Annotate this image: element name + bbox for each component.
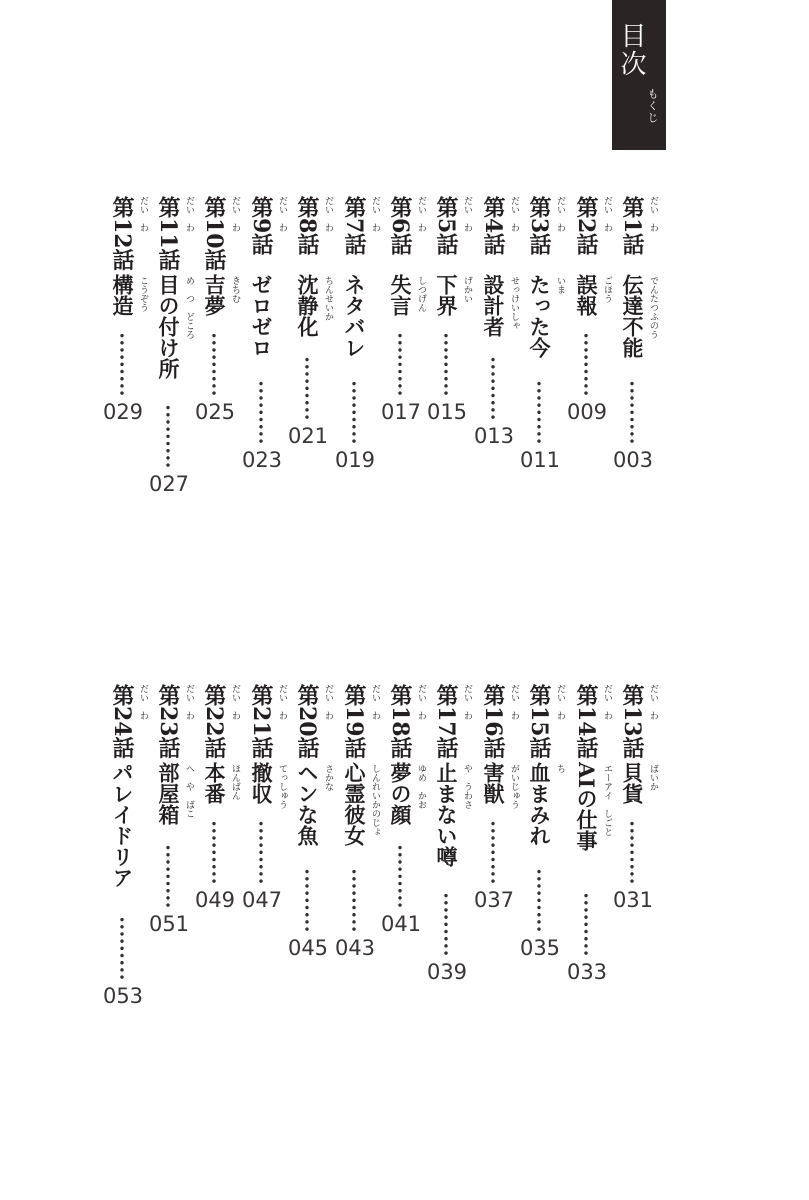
chapter-number: 第17話 xyxy=(433,684,459,759)
chapter-number-ruby: だい わ xyxy=(462,684,472,720)
chapter-number-ruby: だい わ xyxy=(323,684,333,720)
toc-entry[interactable] xyxy=(519,196,568,636)
page-number: 017 xyxy=(380,400,422,424)
page-number: 033 xyxy=(566,960,608,984)
toc-entry[interactable] xyxy=(473,196,522,636)
dot-leader xyxy=(537,380,541,444)
toc-entry[interactable] xyxy=(519,684,568,1124)
chapter-number-ruby: だい わ xyxy=(184,196,194,232)
chapter-title: 失言 xyxy=(388,274,413,316)
chapter-number-ruby: だい わ xyxy=(509,684,519,720)
toc-entry[interactable] xyxy=(334,196,383,636)
chapter-number-ruby: だい わ xyxy=(370,196,380,232)
dot-leader xyxy=(444,332,448,396)
chapter-number: 第18話 xyxy=(387,684,413,759)
chapter-number: 第6話 xyxy=(387,196,413,256)
chapter-title-ruby: しつげん xyxy=(416,276,426,312)
chapter-title: 心霊彼女 xyxy=(342,762,367,846)
chapter-number-ruby: だい わ xyxy=(416,684,426,720)
chapter-title: 沈静化 xyxy=(295,274,320,337)
dot-leader xyxy=(166,404,170,468)
dot-leader xyxy=(352,380,356,444)
chapter-number-ruby: だい わ xyxy=(555,196,565,232)
toc-entry[interactable] xyxy=(334,684,383,1124)
page-number: 047 xyxy=(241,888,283,912)
page-number: 051 xyxy=(148,912,190,936)
chapter-title-ruby: エーアイ しごと xyxy=(602,764,612,836)
page-number: 043 xyxy=(334,936,376,960)
page-number: 039 xyxy=(426,960,468,984)
chapter-number: 第15話 xyxy=(526,684,552,759)
chapter-title-ruby: げかい xyxy=(462,276,472,303)
chapter-number: 第21話 xyxy=(248,684,274,759)
chapter-title-ruby: がいじゅう xyxy=(509,764,519,809)
dot-leader xyxy=(212,820,216,884)
chapter-title: 設計者 xyxy=(481,274,506,337)
page-number: 023 xyxy=(241,448,283,472)
dot-leader xyxy=(305,868,309,932)
toc-entry[interactable] xyxy=(380,684,429,1124)
chapter-title: 血まみれ xyxy=(527,762,552,846)
toc-header xyxy=(612,0,666,150)
chapter-title: 貝貨 xyxy=(620,762,645,804)
chapter-title: 構造 xyxy=(110,274,135,316)
chapter-number-ruby: だい わ xyxy=(648,196,658,232)
chapter-title-ruby: しんれいかのじょ xyxy=(370,764,380,836)
toc-entry[interactable] xyxy=(473,684,522,1124)
dot-leader xyxy=(491,820,495,884)
page-number: 011 xyxy=(519,448,561,472)
dot-leader xyxy=(630,380,634,444)
chapter-number: 第12話 xyxy=(109,196,135,271)
chapter-number: 第5話 xyxy=(433,196,459,256)
page-number: 013 xyxy=(473,424,515,448)
chapter-number-ruby: だい わ xyxy=(277,196,287,232)
chapter-title-ruby: ゆめ かお xyxy=(416,764,426,809)
chapter-number-ruby: だい わ xyxy=(230,196,240,232)
toc-title: 目次 xyxy=(616,22,646,78)
dot-leader xyxy=(584,892,588,956)
chapter-number: 第19話 xyxy=(341,684,367,759)
chapter-number-ruby: だい わ xyxy=(138,684,148,720)
toc-entry[interactable] xyxy=(102,684,151,1124)
chapter-number: 第20話 xyxy=(294,684,320,759)
dot-leader xyxy=(212,332,216,396)
chapter-number-ruby: だい わ xyxy=(230,684,240,720)
chapter-number-ruby: だい わ xyxy=(416,196,426,232)
chapter-number: 第4話 xyxy=(480,196,506,256)
toc-entry[interactable] xyxy=(612,196,661,636)
page-number: 031 xyxy=(612,888,654,912)
page-number: 027 xyxy=(148,472,190,496)
chapter-title-ruby: さかな xyxy=(323,764,333,791)
chapter-title-ruby: でんたつふのう xyxy=(648,276,658,339)
page-number: 037 xyxy=(473,888,515,912)
chapter-number-ruby: だい わ xyxy=(370,684,380,720)
page-number: 045 xyxy=(287,936,329,960)
chapter-title-ruby: ほんばん xyxy=(230,764,240,800)
page-number: 029 xyxy=(102,400,144,424)
chapter-title-ruby: てっしゅう xyxy=(277,764,287,809)
toc-entry[interactable] xyxy=(426,684,475,1124)
dot-leader xyxy=(120,916,124,980)
toc-entry[interactable] xyxy=(287,684,336,1124)
chapter-title: 止まない噂 xyxy=(434,762,459,867)
chapter-title: 害獣 xyxy=(481,762,506,804)
toc-entry[interactable] xyxy=(566,196,615,636)
chapter-number-ruby: だい わ xyxy=(277,684,287,720)
chapter-number: 第8話 xyxy=(294,196,320,256)
page-number: 049 xyxy=(194,888,236,912)
chapter-title-ruby: せっけいしゃ xyxy=(509,276,519,330)
chapter-title-ruby: いま xyxy=(555,276,565,294)
chapter-title-ruby: め つ どころ xyxy=(184,276,194,339)
toc-entry[interactable] xyxy=(148,684,197,1124)
page-number: 003 xyxy=(612,448,654,472)
chapter-title-ruby: ち xyxy=(555,764,565,773)
chapter-title: 部屋箱 xyxy=(156,762,181,825)
chapter-number: 第24話 xyxy=(109,684,135,759)
chapter-title-ruby: ごほう xyxy=(602,276,612,303)
chapter-number: 第14話 xyxy=(573,684,599,759)
page-number: 035 xyxy=(519,936,561,960)
page-number: 021 xyxy=(287,424,329,448)
chapter-title: 本番 xyxy=(202,762,227,804)
chapter-title: ネタバレ xyxy=(342,274,367,358)
chapter-title: 下界 xyxy=(434,274,459,316)
chapter-number: 第9話 xyxy=(248,196,274,256)
chapter-number: 第22話 xyxy=(201,684,227,759)
dot-leader xyxy=(630,820,634,884)
page-number: 019 xyxy=(334,448,376,472)
chapter-number-ruby: だい わ xyxy=(555,684,565,720)
chapter-title-ruby: や うわさ xyxy=(462,764,472,809)
chapter-number: 第10話 xyxy=(201,196,227,271)
page-number: 009 xyxy=(566,400,608,424)
toc-entry[interactable] xyxy=(194,684,243,1124)
chapter-number: 第16話 xyxy=(480,684,506,759)
chapter-number: 第13話 xyxy=(619,684,645,759)
dot-leader xyxy=(259,380,263,444)
chapter-number: 第11話 xyxy=(155,196,181,271)
chapter-number: 第7話 xyxy=(341,196,367,256)
chapter-title-ruby: きちむ xyxy=(230,276,240,303)
chapter-number: 第2話 xyxy=(573,196,599,256)
dot-leader xyxy=(584,332,588,396)
chapter-number-ruby: だい わ xyxy=(509,196,519,232)
chapter-number: 第1話 xyxy=(619,196,645,256)
toc-entry[interactable] xyxy=(194,196,243,636)
chapter-title: ヘンな魚 xyxy=(295,762,320,846)
chapter-title: 撤収 xyxy=(249,762,274,804)
chapter-title: 伝達不能 xyxy=(620,274,645,358)
dot-leader xyxy=(259,820,263,884)
chapter-title: 夢の顔 xyxy=(388,762,413,825)
page-number: 041 xyxy=(380,912,422,936)
toc-title-reading: もくじ xyxy=(646,88,659,124)
toc-entry[interactable] xyxy=(612,684,661,1124)
page-number: 025 xyxy=(194,400,236,424)
toc-entry[interactable] xyxy=(287,196,336,636)
chapter-number-ruby: だい わ xyxy=(138,196,148,232)
toc-entry[interactable] xyxy=(241,684,290,1124)
dot-leader xyxy=(305,356,309,420)
page-number: 015 xyxy=(426,400,468,424)
chapter-number-ruby: だい わ xyxy=(602,684,612,720)
chapter-title: ゼロゼロ xyxy=(249,274,274,358)
chapter-number: 第23話 xyxy=(155,684,181,759)
chapter-title-ruby: ばいか xyxy=(648,764,658,791)
chapter-number: 第3話 xyxy=(526,196,552,256)
page-number: 053 xyxy=(102,984,144,1008)
chapter-number-ruby: だい わ xyxy=(462,196,472,232)
chapter-title: 吉夢 xyxy=(202,274,227,316)
dot-leader xyxy=(120,332,124,396)
chapter-title: AIの仕事 xyxy=(574,762,599,852)
chapter-title: パレイドリア xyxy=(110,762,135,888)
chapter-number-ruby: だい わ xyxy=(602,196,612,232)
dot-leader xyxy=(537,868,541,932)
chapter-title: たった今 xyxy=(527,274,552,358)
dot-leader xyxy=(398,844,402,908)
toc-entry[interactable] xyxy=(380,196,429,636)
dot-leader xyxy=(444,892,448,956)
dot-leader xyxy=(166,844,170,908)
chapter-number-ruby: だい わ xyxy=(184,684,194,720)
chapter-number-ruby: だい わ xyxy=(323,196,333,232)
toc-entry[interactable] xyxy=(426,196,475,636)
chapter-title-ruby: へ や ばこ xyxy=(184,764,194,818)
toc-entry[interactable] xyxy=(241,196,290,636)
dot-leader xyxy=(352,868,356,932)
toc-entry[interactable] xyxy=(148,196,197,636)
chapter-title-ruby: ちんせいか xyxy=(323,276,333,321)
dot-leader xyxy=(491,356,495,420)
chapter-number-ruby: だい わ xyxy=(648,684,658,720)
toc-entry[interactable] xyxy=(102,196,151,636)
chapter-title: 誤報 xyxy=(574,274,599,316)
toc-entry[interactable] xyxy=(566,684,615,1124)
chapter-title-ruby: こうぞう xyxy=(138,276,148,312)
chapter-title: 目の付け所 xyxy=(156,274,181,379)
dot-leader xyxy=(398,332,402,396)
